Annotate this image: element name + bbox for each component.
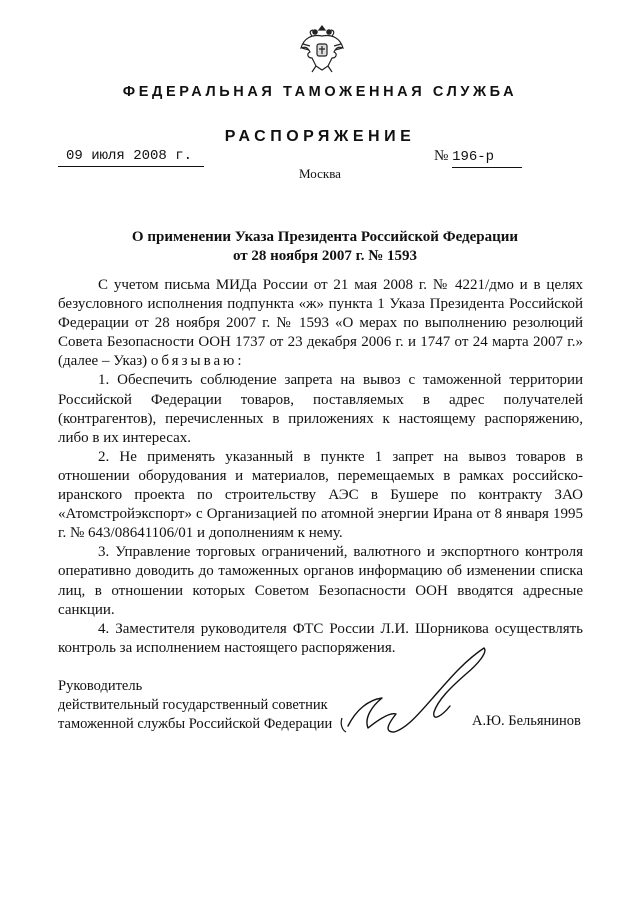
item-2: 2. Не применять указанный в пункте 1 запрет на вывоз товаров в отношении оборудования и материалов, перемещаемых в рамках российско-иранского проекта по строительству АЭС в Бушере по контракту ЗАО «Атомстройэкспорт» с Организацией по атомной энергии Ирана от 8 января 1995 г. № 643/08641106/01 и дополнениям к нему.	[58, 448, 583, 542]
agency-name: ФЕДЕРАЛЬНАЯ ТАМОЖЕННАЯ СЛУЖБА	[122, 84, 518, 100]
item-1: 1. Обеспечить соблюдение запрета на вывоз с таможенной территории Российской Федерации товаров, поставляемых в адрес получателей (контрагентов), перечисленных в приложениях к настоящему распоряжению, либо в их интересах.	[58, 372, 583, 446]
document-title	[100, 228, 550, 266]
signatory-line-1: Руководитель	[58, 678, 143, 694]
intro-text: С учетом письма МИДа России от 21 мая 2008 г. № 4221/дмо и в целях безусловного исполнения подпункта «ж» пункта 1 Указа Президента Российской Федерации от 28 ноября 2007 г. № 1593 «О мерах по выполнению резолюций Совета Безопасности ООН 1737 от 23 декабря 2006 г. и 1747 от 24 марта 2007 г.» (далее – Указ)	[58, 277, 583, 370]
document-type: РАСПОРЯЖЕНИЕ	[224, 128, 416, 145]
document-city: Москва	[299, 166, 341, 181]
document-number: 196-р	[452, 149, 522, 168]
title-line-1: О применении Указа Президента Российской Федерации	[131, 229, 519, 245]
signatory-name: А.Ю. Бельянинов	[472, 713, 581, 729]
intro-paragraph	[58, 276, 583, 371]
signatory-title	[58, 677, 332, 734]
number-prefix: №	[434, 148, 449, 164]
double-headed-eagle-emblem-icon	[298, 22, 346, 74]
signatory-line-2: действительный государственный советник	[58, 697, 328, 713]
item-3: 3. Управление торговых ограничений, валютного и экспортного контроля оперативно доводить до таможенных органов информацию об изменении списка лиц, в отношении которых Советом Безопасности ООН вводятся адресные санкции.	[58, 544, 583, 618]
item-4: 4. Заместителя руководителя ФТС России Л.И. Шорникова осуществлять контроль за исполнением настоящего распоряжения.	[58, 620, 583, 656]
signatory-line-3: таможенной службы Российской Федерации	[58, 716, 333, 732]
obligate-word: обязываю:	[150, 353, 245, 370]
document-body	[58, 276, 583, 658]
document-number-field	[434, 148, 522, 167]
title-line-2: от 28 ноября 2007 г. № 1593	[232, 248, 418, 264]
document-date: 09 июля 2008 г.	[58, 148, 204, 167]
